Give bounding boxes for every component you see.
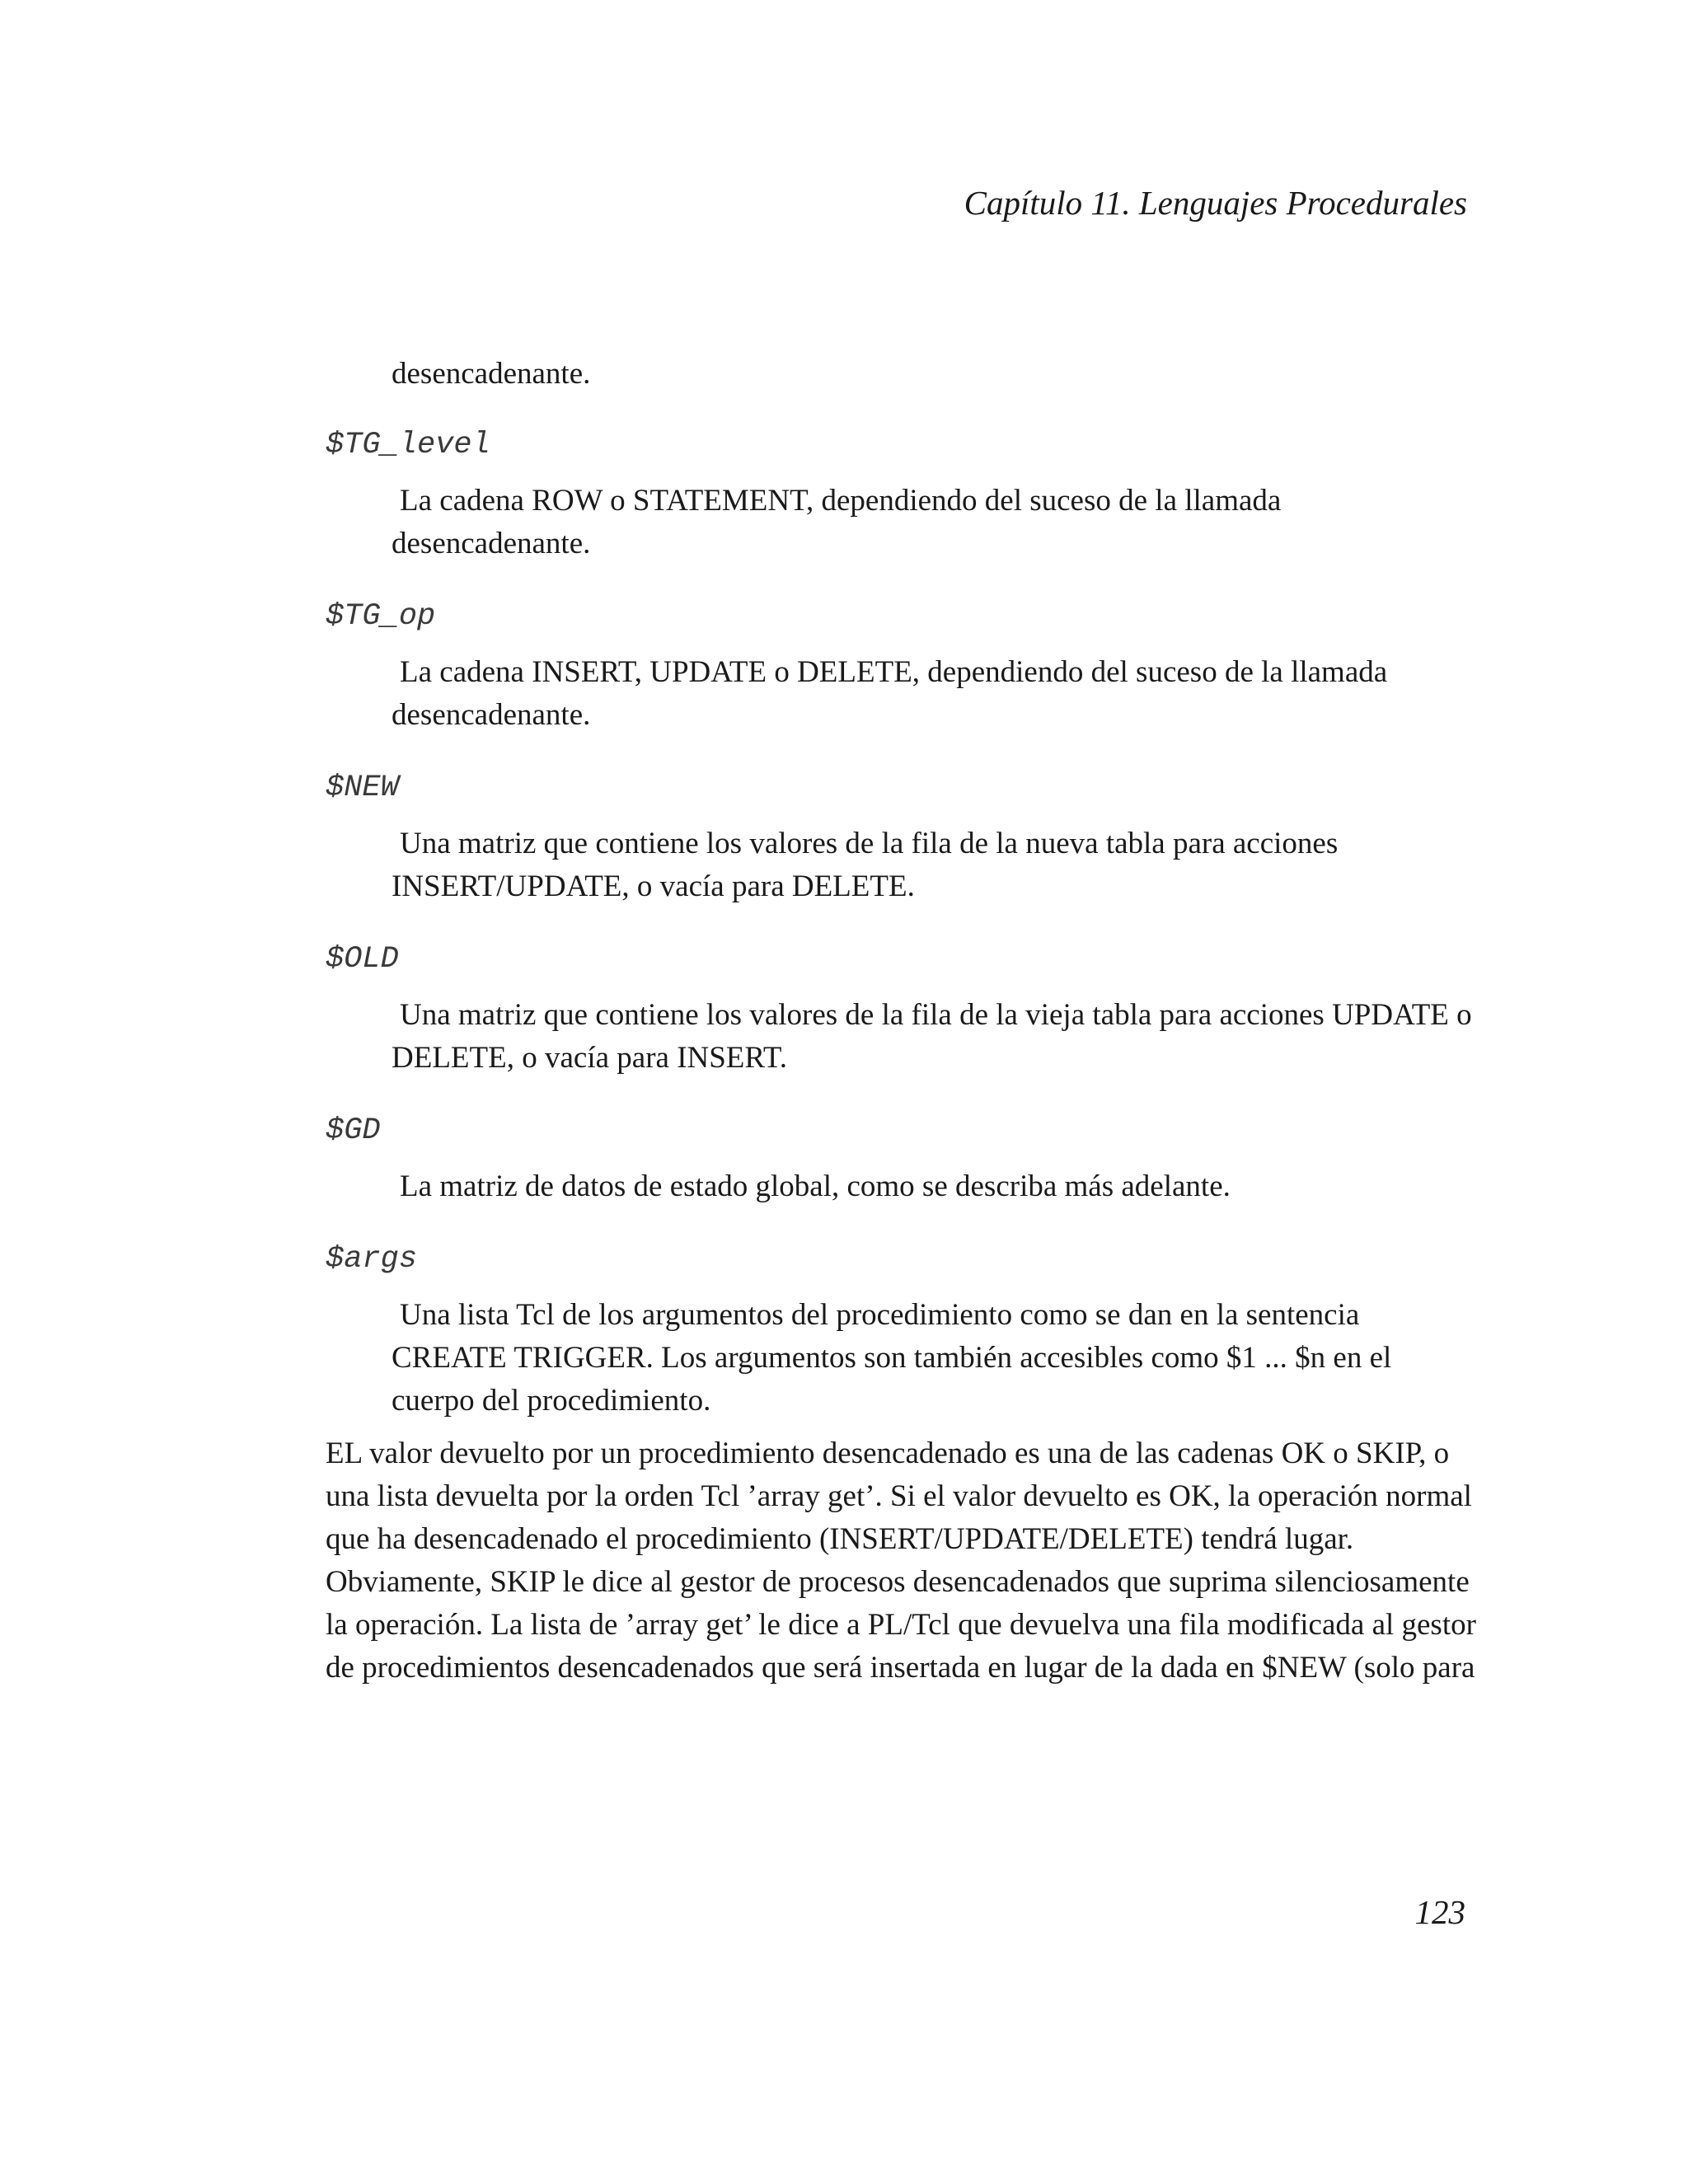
body-paragraph: EL valor devuelto por un procedimiento desencadenado es una de las cadenas OK o SKIP, o una lista devuelta por la orden Tcl ’array get’. Si el valor devuelto es OK, la operación normal que ha desencadenado el procedimiento (INSERT/UPDATE/DELETE) tendrá lugar. Obviamente, SKIP le dice al gestor de procesos desencadenados que suprima silenciosamente la operación. La lista de ’array get’ le dice a PL/Tcl que devuelva una fila modificada al gestor de procedimientos desencadenados que será insertada en lugar de la dada en $NEW (solo para [326, 1436, 1476, 1685]
definition-term: $GD [326, 1113, 381, 1148]
running-header: Capítulo 11. Lenguajes Procedurales [964, 184, 1467, 222]
definition-entry-new [326, 766, 1479, 908]
definition-term: $NEW [326, 771, 399, 805]
definition-term: $args [326, 1242, 418, 1277]
definition-description: La cadena INSERT, UPDATE o DELETE, dependiendo del suceso de la llamada desencadenante. [392, 655, 1388, 732]
definition-entry-tg-op [326, 595, 1479, 737]
continuation-text: desencadenante. [392, 357, 591, 391]
definition-entry-tg-level [326, 424, 1479, 565]
definition-description: La matriz de datos de estado global, como se describa más adelante. [400, 1169, 1231, 1203]
definition-description: Una lista Tcl de los argumentos del procedimiento como se dan en la sentencia CREATE TRIGGER. Los argumentos son también accesibles como $1 ... $n en el cuerpo del procedimiento. [392, 1298, 1392, 1418]
definition-term: $TG_op [326, 599, 436, 634]
page-content [326, 353, 1479, 1690]
definition-description: La cadena ROW o STATEMENT, dependiendo del suceso de la llamada desencadenante. [392, 484, 1282, 560]
definition-entry-old [326, 938, 1479, 1080]
definition-entry-gd [326, 1109, 1479, 1208]
definition-term: $TG_level [326, 428, 490, 462]
definition-entry-args [326, 1238, 1479, 1422]
definition-description: Una matriz que contiene los valores de la fila de la nueva tabla para acciones INSERT/UPDATE, o vacía para DELETE. [392, 827, 1339, 903]
definition-term: $OLD [326, 942, 399, 977]
definition-description: Una matriz que contiene los valores de la fila de la vieja tabla para acciones UPDATE o DELETE, o vacía para INSERT. [392, 998, 1472, 1075]
page-number: 123 [1414, 1893, 1465, 1931]
